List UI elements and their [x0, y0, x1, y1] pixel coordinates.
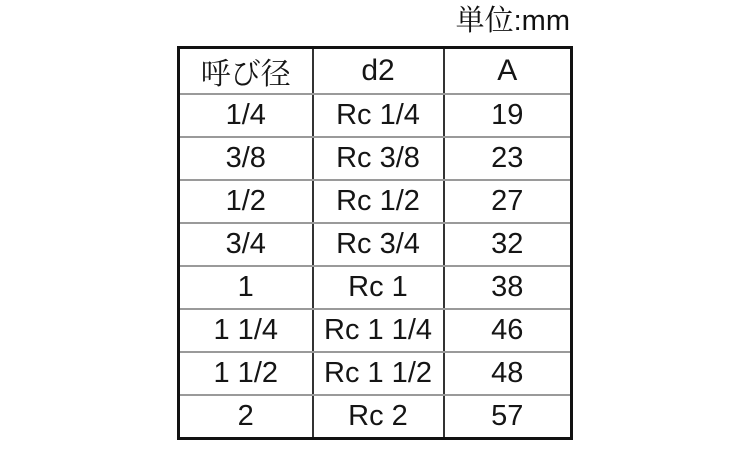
table-cell: Rc 1 [313, 266, 444, 309]
table-cell: Rc 2 [313, 395, 444, 438]
table-cell: 23 [444, 137, 572, 180]
table-cell: 3/8 [179, 137, 313, 180]
table-cell: 2 [179, 395, 313, 438]
table-cell: 3/4 [179, 223, 313, 266]
table-cell: 1 1/4 [179, 309, 313, 352]
table-cell: 27 [444, 180, 572, 223]
table-cell: 1 [179, 266, 313, 309]
table-row [179, 309, 572, 352]
table-cell: 1/2 [179, 180, 313, 223]
table-header-row [179, 48, 572, 95]
table-row [179, 180, 572, 223]
table-cell: 32 [444, 223, 572, 266]
table-cell: 38 [444, 266, 572, 309]
table-cell: 48 [444, 352, 572, 395]
table-row [179, 395, 572, 438]
spec-table [177, 46, 573, 440]
table-cell: 46 [444, 309, 572, 352]
table-row [179, 94, 572, 137]
table-cell: 1 1/2 [179, 352, 313, 395]
table-cell: 57 [444, 395, 572, 438]
table-cell: Rc 1 1/4 [313, 309, 444, 352]
table-cell: Rc 3/8 [313, 137, 444, 180]
header-a: A [444, 48, 572, 95]
table-cell: Rc 1/4 [313, 94, 444, 137]
table-cell: 1/4 [179, 94, 313, 137]
table-cell: 19 [444, 94, 572, 137]
header-nominal-diameter: 呼び径 [179, 48, 313, 95]
header-d2: d2 [313, 48, 444, 95]
table-cell: Rc 1 1/2 [313, 352, 444, 395]
table-row [179, 137, 572, 180]
table-row [179, 223, 572, 266]
table-cell: Rc 3/4 [313, 223, 444, 266]
table-row [179, 352, 572, 395]
unit-label: 単位:mm [455, 5, 570, 37]
table-cell: Rc 1/2 [313, 180, 444, 223]
table-row [179, 266, 572, 309]
